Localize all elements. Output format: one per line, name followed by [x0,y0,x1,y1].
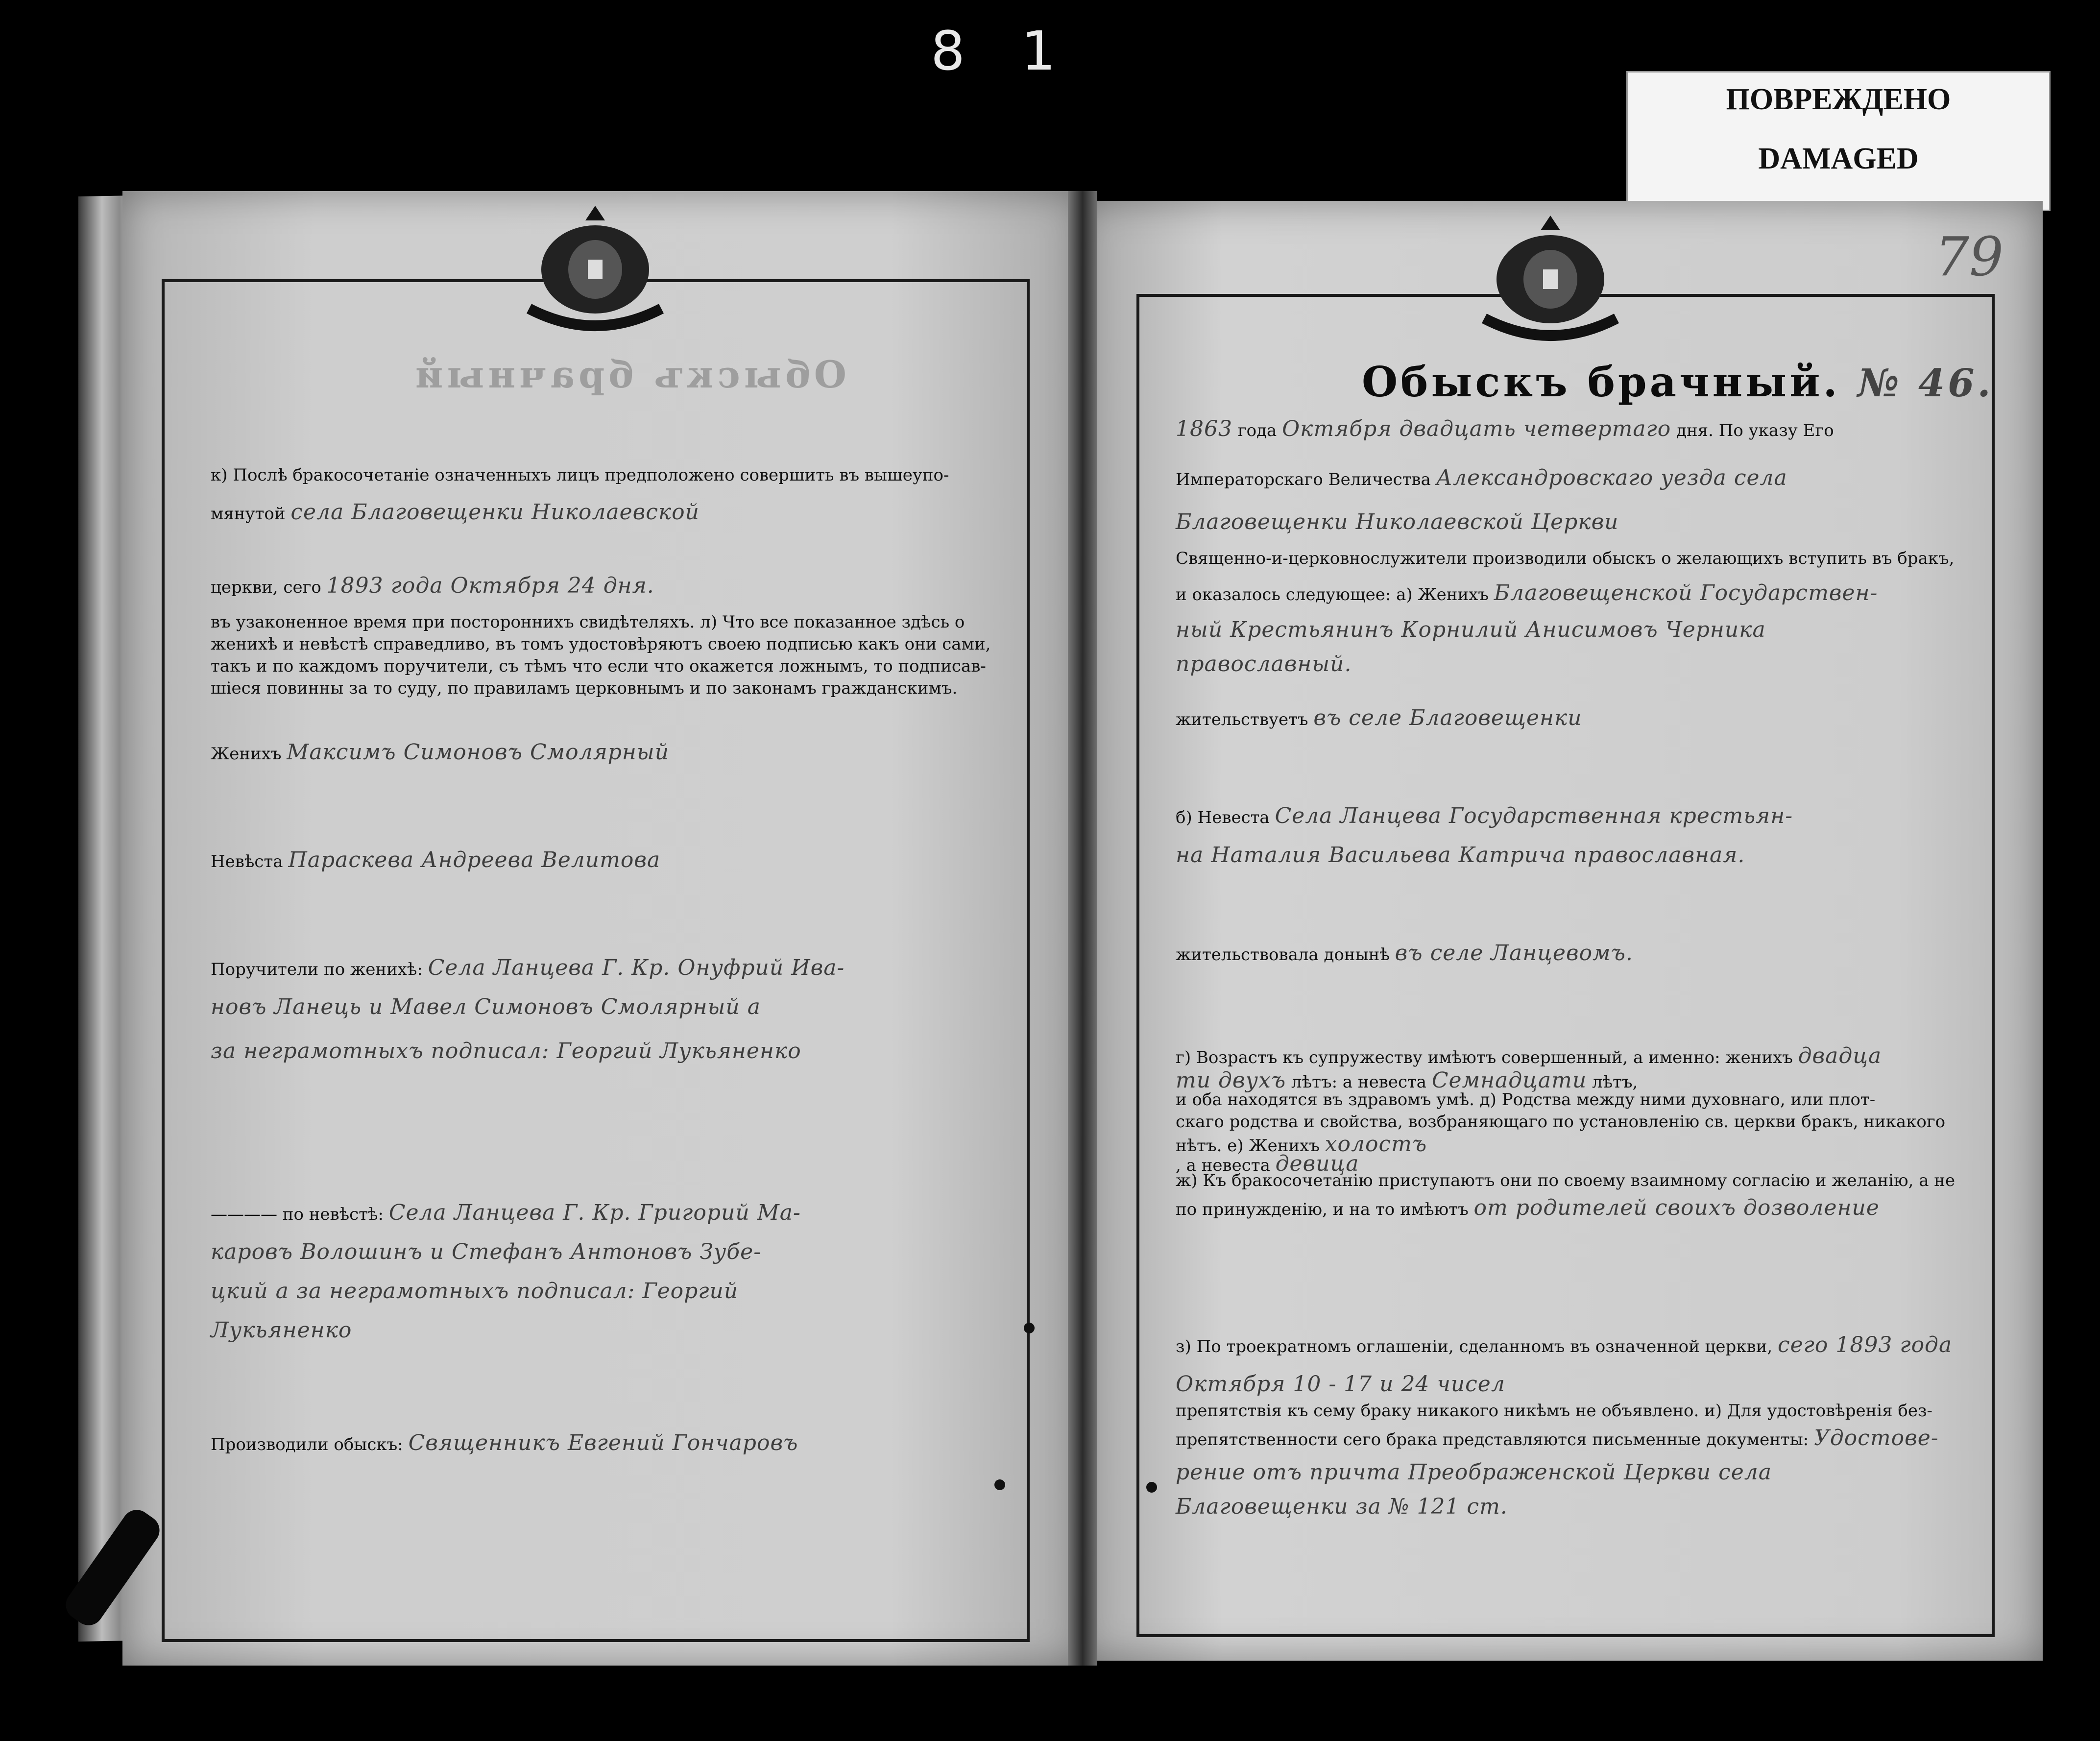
printed-text: Императорскаго Величества [1176,470,1436,489]
left-page-bleedthrough-title: Обыскъ брачный [411,353,846,396]
handwritten-text: Благовещенки Николаевской Церкви [1176,509,1619,534]
text-line [211,656,986,676]
handwritten-text: православный. [1176,652,1352,677]
printed-text: г) Возрастъ къ супружеству имѣютъ совершенный, а именно: женихъ [1176,1048,1798,1067]
text-line [1176,705,1582,730]
handwritten-text: рение отъ причта Преображенской Церкви села [1176,1460,1772,1485]
text-line [211,634,990,654]
printed-text: жительствуетъ [1176,710,1314,729]
handwritten-text: села Благовещенки Николаевской [290,500,700,525]
text-line [211,847,660,872]
text-line [211,955,845,980]
handwritten-text: Октября 10 - 17 и 24 чисел [1176,1372,1505,1397]
handwritten-text: цкий а за неграмотныхъ подписал: Георгий [211,1279,739,1304]
printed-text: Женихъ [211,744,287,764]
handwritten-text: двадца [1798,1043,1882,1068]
damaged-label-russian: ПОВРЕЖДЕНО [1726,83,1951,116]
text-line [211,573,654,598]
handwritten-text: Благовещенки за № 121 ст. [1176,1494,1508,1519]
handwritten-text: Благовещенской Государствен- [1494,580,1878,605]
printed-text: шіеся повинны за то суду, по правиламъ церковнымъ и по законамъ гражданскимъ. [211,678,958,698]
handwritten-text: от родителей своихъ дозволение [1473,1195,1880,1220]
printed-text: такъ и по каждомъ поручители, съ тѣмъ что если что окажется ложнымъ, то подписав- [211,656,986,676]
text-line [1176,1068,1638,1093]
text-line [211,500,700,525]
handwritten-text: Параскева Андреева Велитова [288,847,661,872]
text-line [1176,1332,1952,1357]
text-line [1176,1195,1880,1220]
text-line [1176,416,1834,441]
printed-text: з) По троекратномъ оглашеніи, сделанномъ въ означенной церкви, [1176,1337,1778,1356]
text-line [1176,1090,1875,1110]
double-headed-eagle-emblem-right [1474,206,1626,343]
document-title [1362,358,1994,406]
printed-text: женихѣ и невѣстѣ справедливо, въ томъ удостовѣряютъ своею подписью какъ они сами, [211,634,991,654]
printed-text: к) Послѣ бракосочетаніе означенныхъ лицъ предположено совершить въ вышеупо- [211,465,949,485]
printed-text: мянутой [211,504,291,524]
handwritten-text: каровъ Волошинъ и Стефанъ Антоновъ Зубе- [211,1239,762,1264]
handwritten-text: 1863 [1176,416,1232,441]
text-line [211,740,669,765]
text-line [1176,465,1787,490]
printed-text: Производили обыскъ: [211,1435,409,1454]
text-line [1176,1460,1772,1485]
text-line [1176,941,1633,966]
handwritten-page-number: 79 [1935,225,2003,288]
handwritten-text: Октября двадцать четвертаго [1282,416,1671,441]
printed-text: Священно-и-церковнослужители производили обыскъ о желающихъ вступить въ бракъ, [1176,549,1955,568]
printed-text: въ узаконенное время при постороннихъ свидѣтеляхъ. л) Что все показанное здѣсь о [211,612,965,632]
damaged-label-english: DAMAGED [1758,142,1919,175]
text-line [211,994,761,1019]
double-headed-eagle-emblem-left [519,196,671,333]
printed-text: препятствія къ сему браку никакого никѣмъ не объявлено. и) Для удостовѣренія без- [1176,1401,1933,1421]
printed-text: лѣтъ: а невеста [1286,1072,1432,1092]
text-line [1176,509,1619,534]
text-line [211,678,957,698]
handwritten-text: Максимъ Симоновъ Смолярный [287,740,670,765]
handwritten-text: холостъ [1325,1132,1427,1157]
printed-text: ж) Къ бракосочетанію приступаютъ они по своему взаимному согласію и желанію, а не [1176,1171,1955,1190]
printed-text: б) Невеста [1176,808,1275,827]
text-line [1176,1494,1508,1519]
printed-text: по принужденію, и на то имѣютъ [1176,1200,1474,1219]
text-line [211,1200,801,1225]
document-number: № 46. [1858,361,1994,406]
handwritten-text: Александровскаго уезда села [1436,465,1787,490]
handwritten-text: 1893 года Октября 24 дня. [326,573,654,598]
printed-text: года [1232,421,1282,440]
printed-text: нѣтъ. е) Женихъ [1176,1136,1325,1156]
handwritten-text: Семнадцати [1431,1068,1587,1093]
printed-text: церкви, сего [211,578,327,597]
printed-text: , а невеста [1176,1156,1276,1175]
handwritten-text: Села Ланцева Г. Кр. Онуфрий Ива- [428,955,845,980]
printed-text: Невѣста [211,852,289,871]
text-line [211,1318,352,1343]
handwritten-text: ти двухъ [1176,1068,1286,1093]
printed-text: и оба находятся въ здравомъ умѣ. д) Родства между ними духовнаго, или плот- [1176,1090,1876,1110]
handwritten-text: на Наталия Васильева Катрича православная. [1176,843,1745,868]
text-line [1176,1112,1945,1132]
printed-text: Поручители по женихѣ: [211,960,428,979]
text-line [1176,1401,1932,1421]
text-line [211,1039,801,1064]
book-gutter [1068,191,1097,1666]
printed-text: жительствовала донынѣ [1176,945,1395,965]
text-line [211,465,949,485]
printed-text: дня. По указу Его [1671,421,1834,440]
text-line [1176,1426,1939,1451]
ink-blot [994,1479,1005,1490]
handwritten-text: въ селе Благовещенки [1313,705,1582,730]
text-line [1176,652,1352,677]
damaged-label [1626,71,2051,211]
handwritten-text: девица [1275,1151,1359,1176]
text-line [1176,1372,1505,1397]
scan-number: 8 1 [931,20,1075,82]
handwritten-text: Удостове- [1814,1426,1939,1451]
printed-text: препятственности сего брака представляются письменные документы: [1176,1430,1814,1450]
printed-text: лѣтъ, [1587,1072,1638,1092]
handwritten-text: Села Ланцева Г. Кр. Григорий Ма- [388,1200,801,1225]
handwritten-text: новъ Ланець и Мавел Симоновъ Смолярный а [211,994,761,1019]
text-line [211,1239,761,1264]
text-line [1176,580,1878,605]
handwritten-text: сего 1893 года [1777,1332,1953,1357]
handwritten-text: Села Ланцева Государственная крестьян- [1275,803,1793,828]
text-line [211,1430,798,1455]
ink-blot [1146,1482,1157,1493]
ink-blot [1024,1323,1035,1333]
text-line [1176,1171,1955,1190]
printed-text: и оказалось следующее: а) Женихъ [1176,585,1494,605]
handwritten-text: за неграмотныхъ подписал: Георгий Лукьяненко [211,1039,801,1064]
text-line [211,1279,738,1304]
printed-text: скаго родства и свойства, возбраняющаго по установленію св. церкви бракъ, никакого [1176,1112,1946,1132]
text-line [1176,617,1766,642]
handwritten-text: Лукьяненко [211,1318,352,1343]
text-line [1176,803,1793,828]
handwritten-text: въ селе Ланцевомъ. [1395,941,1633,966]
handwritten-text: Священникъ Евгений Гончаровъ [408,1430,798,1455]
handwritten-text: ный Крестьянинъ Корнилий Анисимовъ Черника [1176,617,1766,642]
printed-text: ———— по невѣстѣ: [211,1205,389,1224]
text-line [211,612,965,632]
text-line [1176,549,1954,568]
text-line [1176,1043,1882,1068]
text-line [1176,843,1745,868]
document-title-text: Обыскъ брачный. [1362,358,1840,406]
